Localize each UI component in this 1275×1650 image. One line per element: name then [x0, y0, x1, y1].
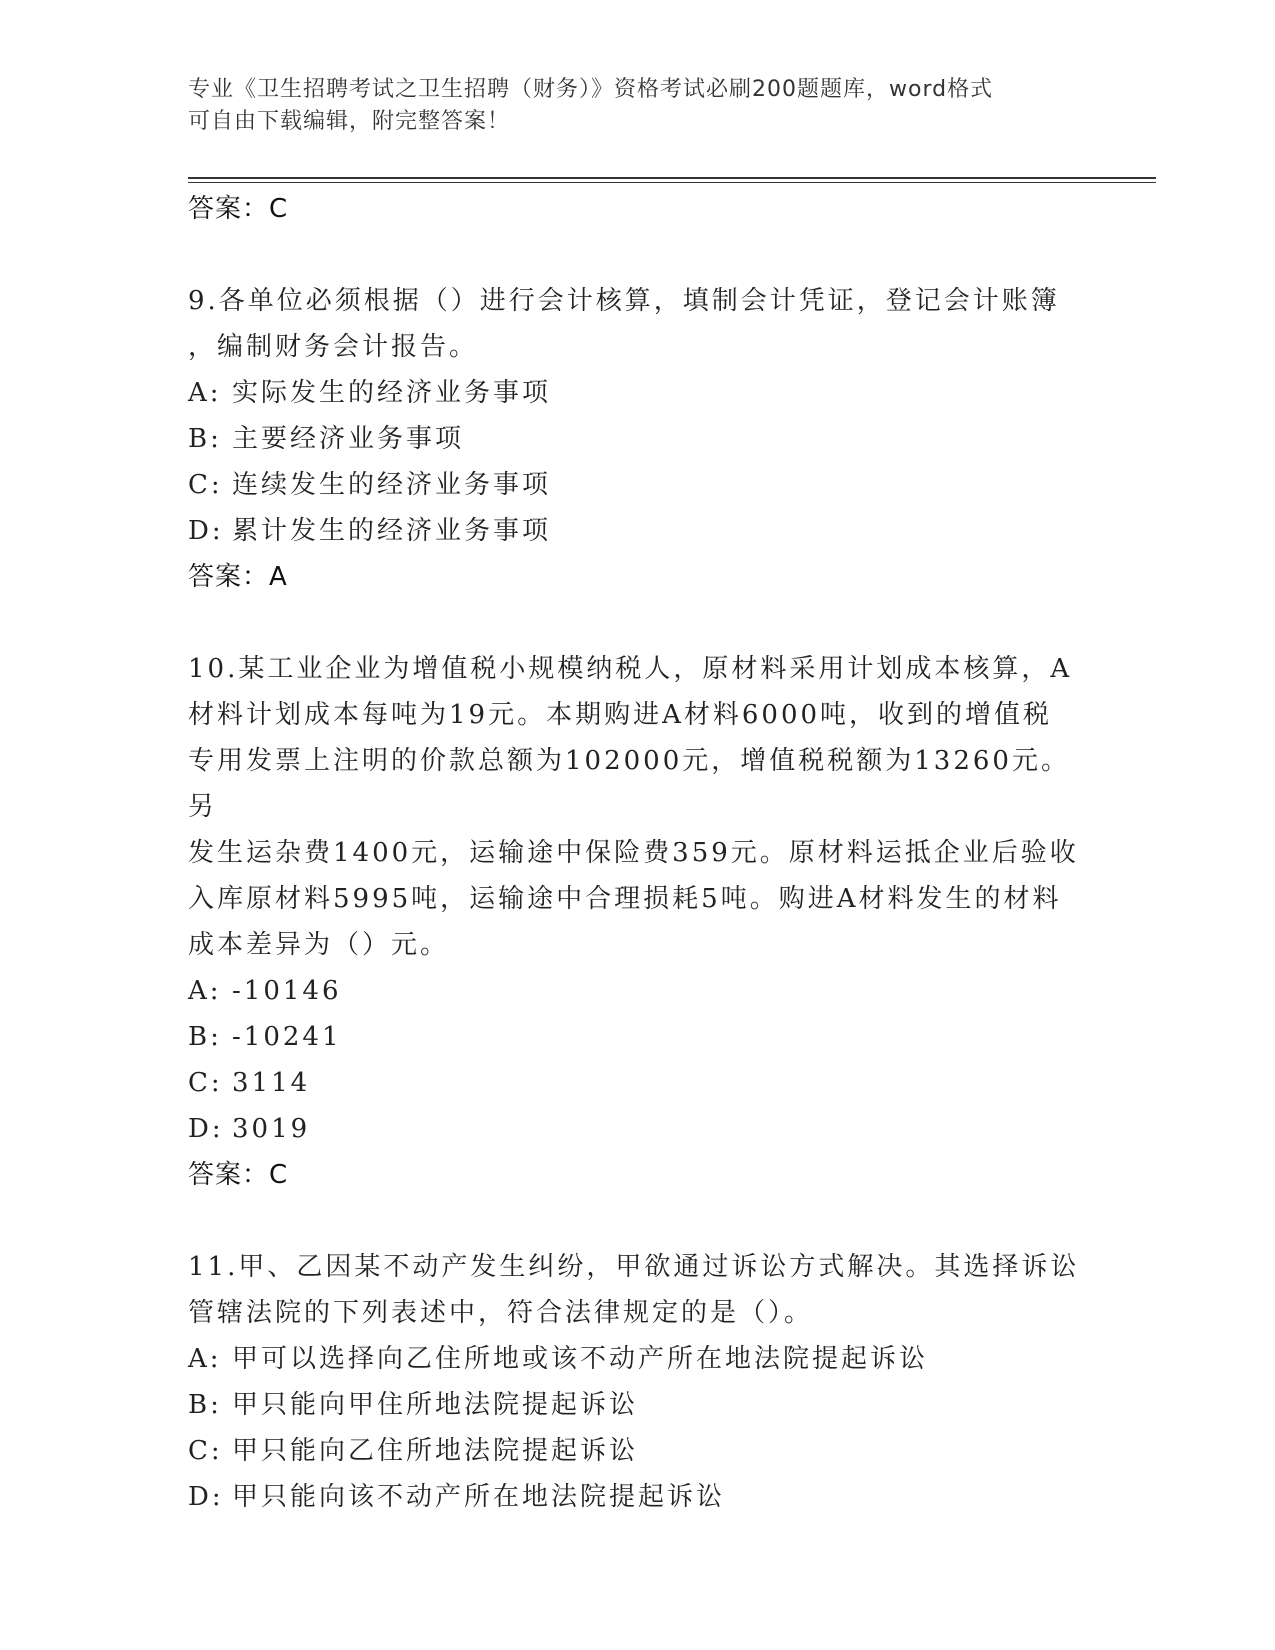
option-b	[188, 416, 1088, 462]
option-text: -10241	[232, 1022, 342, 1052]
option-text: 累计发生的经济业务事项	[232, 516, 552, 546]
stem-line: 入库原材料5995吨，运输途中合理损耗5吨。购进A材料发生的材料	[188, 884, 1062, 914]
option-a	[188, 370, 1088, 416]
option-a	[188, 968, 1088, 1014]
option-letter: C:	[188, 1436, 223, 1466]
answer-line: 答案：A	[188, 562, 288, 592]
option-c	[188, 1060, 1088, 1106]
option-d	[188, 508, 1088, 554]
option-c	[188, 462, 1088, 508]
option-text: 3114	[232, 1068, 311, 1098]
stem-line: 成本差异为（）元。	[188, 930, 450, 960]
option-letter: A:	[188, 976, 222, 1006]
header-divider-thin	[188, 182, 1156, 183]
option-letter: D:	[188, 1114, 224, 1144]
option-b	[188, 1382, 1088, 1428]
stem-line: 9.各单位必须根据（）进行会计核算，填制会计凭证，登记会计账簿	[188, 286, 1060, 316]
stem-line: 管辖法院的下列表述中，符合法律规定的是（）。	[188, 1298, 814, 1328]
option-letter: C:	[188, 470, 223, 500]
header-line-1: 专业《卫生招聘考试之卫生招聘（财务）》资格考试必刷200题题库，word格式	[188, 77, 994, 102]
option-d	[188, 1106, 1088, 1152]
answer-line: 答案：C	[188, 1160, 289, 1190]
option-c	[188, 1428, 1088, 1474]
question-9	[188, 278, 1088, 600]
stem-line: 专用发票上注明的价款总额为102000元，增值税税额为13260元。另	[188, 746, 1070, 822]
header-divider	[188, 177, 1156, 179]
question-11	[188, 1244, 1088, 1520]
stem-line: ，编制财务会计报告。	[188, 332, 479, 362]
option-text: 甲只能向乙住所地法院提起诉讼	[232, 1436, 639, 1466]
option-text: 3019	[232, 1114, 311, 1144]
option-text: -10146	[232, 976, 342, 1006]
option-letter: B:	[188, 1022, 222, 1052]
option-text: 甲只能向甲住所地法院提起诉讼	[232, 1390, 639, 1420]
question-stem	[188, 1244, 1088, 1336]
document-header	[188, 74, 1078, 138]
option-letter: D:	[188, 516, 224, 546]
stem-line: 11.甲、乙因某不动产发生纠纷，甲欲通过诉讼方式解决。其选择诉讼	[188, 1252, 1080, 1282]
question-stem	[188, 278, 1088, 370]
option-letter: A:	[188, 378, 222, 408]
stem-line: 发生运杂费1400元，运输途中保险费359元。原材料运抵企业后验收	[188, 838, 1079, 868]
question-10	[188, 646, 1088, 1198]
option-a	[188, 1336, 1088, 1382]
option-letter: C:	[188, 1068, 223, 1098]
document-body	[188, 186, 1088, 1520]
header-line-2: 可自由下载编辑，附完整答案！	[188, 109, 511, 134]
option-letter: A:	[188, 1344, 222, 1374]
option-letter: B:	[188, 1390, 222, 1420]
answer-line: 答案：C	[188, 194, 289, 224]
option-b	[188, 1014, 1088, 1060]
option-text: 主要经济业务事项	[232, 424, 465, 454]
option-letter: D:	[188, 1482, 224, 1512]
option-text: 连续发生的经济业务事项	[232, 470, 552, 500]
option-text: 甲可以选择向乙住所地或该不动产所在地法院提起诉讼	[232, 1344, 929, 1374]
option-text: 实际发生的经济业务事项	[232, 378, 552, 408]
option-d	[188, 1474, 1088, 1520]
stem-line: 10.某工业企业为增值税小规模纳税人，原材料采用计划成本核算，A	[188, 654, 1073, 684]
stem-line: 材料计划成本每吨为19元。本期购进A材料6000吨，收到的增值税	[188, 700, 1053, 730]
option-letter: B:	[188, 424, 222, 454]
option-text: 甲只能向该不动产所在地法院提起诉讼	[232, 1482, 726, 1512]
question-stem	[188, 646, 1088, 968]
